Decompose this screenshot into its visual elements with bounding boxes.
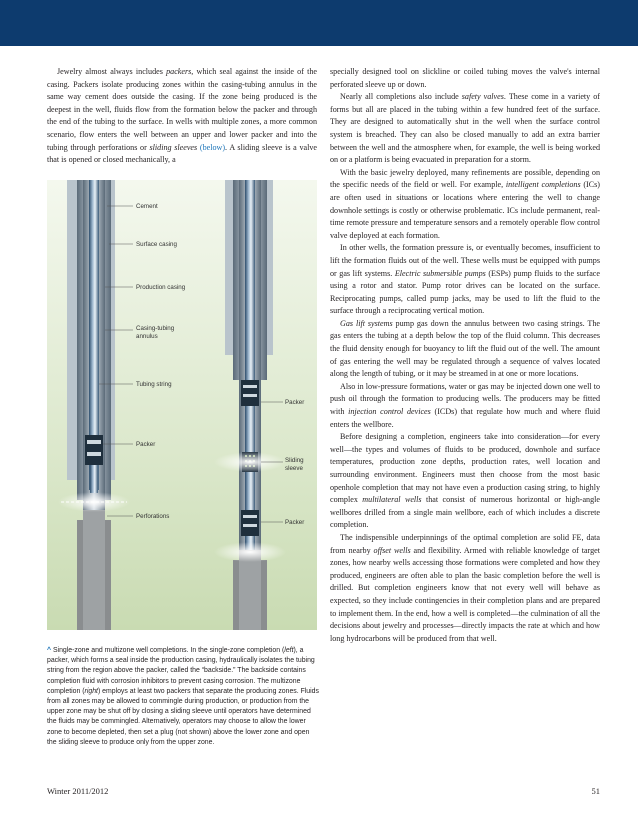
page-number: 51 [591,786,600,796]
right-paragraph-8: The indispensible underpinnings of the optimal completion are solid FE, data from nearby offset wells and flexibility. Armed with reliable knowledge of target zones, how nearby wells accessing those formations were completed and how they produced, engineers are often able to plan the basic completion before the well is drilled. But completion engineers know that not every well will behave as expected, so they include contingencies in their completion plans and are prepared to implement them. In the end, how a well is completed—the culmination of all the decisions about jewelry and processes—directly impacts the rate at which and how long hydrocarbons will be produced from that well. [330,532,600,643]
label-cement: Cement [136,203,158,210]
label-tubing-string: Tubing string [136,381,172,388]
left-column [47,66,317,167]
right-paragraph-7: Before designing a completion, engineers take into consideration—for every well—the types and volumes of fluids to be produced, downhole and surface temperatures, production zone depths, production rates, well location and surrounding environment. Engineers must then choose from the most basic openhole completion that may not have even a production casing string, to highly complex multilateral wells that consist of numerous horizontal or high-angle wellbores drilled from a single main wellbore, each of which includes a discrete completion. [330,432,600,530]
right-column [330,66,600,645]
label-sliding-line-2: sleeve [285,465,303,472]
label-sliding-line-1: Sliding [285,457,304,464]
well-completion-figure [47,180,317,630]
right-paragraph-4: In other wells, the formation pressure is, or eventually becomes, insufficient to lift the formation fluids out of the well. These wells must be equipped with pumps or gas lift systems. Electric submersible pumps (ESPs) pump fluids to the surface using a rotor and stator. Pump rotor drives can be located on the surface. Reciprocating pumps, called pump jacks, may be used to lift the fluid to the surface through a reciprocating vertical motion. [330,243,600,316]
label-packer-left: Packer [136,441,156,448]
footer-issue: Winter 2011/2012 [47,786,109,796]
packer-upper [241,380,259,406]
packer-left [85,435,103,465]
right-paragraph-1: specially designed tool on slickline or coiled tubing moves the valve's internal perforated sleeve up or down. [330,67,600,89]
left-paragraph-1: Jewelry almost always includes packers, which seal against the inside of the casing. Packers isolate producing zones within the casing-tubing annulus in the same way cement does outside the casing. If the zone being produced is the deepest in the well, fluids flow from the formation below the packer and through the end of the tubing to the surface. In wells with multiple zones, a more common scenario, flow enters the well between an upper and lower packer and into the tubing through perforations or sliding sleeves (below). A sliding sleeve is a valve that is opened or closed mechanically, a [47,67,318,165]
label-annulus-line-2: annulus [136,333,158,340]
label-perforations: Perforations [136,513,170,520]
label-production-casing: Production casing [136,284,186,291]
right-paragraph-3: With the basic jewelry deployed, many refinements are possible, depending on the specific needs of the field or well. For example, intelligent completions (ICs) are often used in situations or locations where entering the well to change downhole settings is costly or otherwise problematic. ICs include permanent, real-time remote pressure and temperature sensors and a remotely operable flow control valve deployed at each formation. [330,167,600,240]
label-packer-lower: Packer [285,519,305,526]
packer-lower [241,510,259,536]
right-paragraph-6: Also in low-pressure formations, water or gas may be injected down one well to push oil through the formation to producing wells. The producers may be fitted with injection control devices (ICDs) that regulate how much and where fluid enters the wellbore. [330,381,600,429]
figure-reference-link[interactable]: (below) [199,142,226,152]
well-completion-diagram [47,180,317,630]
label-annulus-line-1: Casing-tubing [136,325,175,332]
right-paragraph-2: Nearly all completions also include safety valves. These come in a variety of forms but all are placed in the tubing within a few hundred feet of the surface. They are designed to automatically shut in the well when the surface control system is breached. They can also be closed manually to add an extra barrier between the well and the atmosphere when, for example, the well is being worked on or a platform is being evacuated in preparation for a storm. [330,92,600,165]
label-packer-upper: Packer [285,399,305,406]
figure-caption: ^ Single-zone and multizone well completions. In the single-zone completion (left), a packer, which forms a seal inside the production casing, hydraulically isolates the tubing string from the region above the packer, called the “backside.” The backside contains completion fluid with corrosion inhibitors to prevent casing corrosion. The multizone completion (right) employs at least two packers that separate the producing zones. Fluids from all zones may be allowed to commingle during production, or production from the upper zone may be shut off by closing a sliding sleeve until operators have determined the fluids may be commingled. Alternatively, operators may choose to allow the lower zone to become depleted, then set a plug (not shown) above the lower zone and open the sliding sleeve to produce only from the upper zone. [47,647,319,746]
right-paragraph-5: Gas lift systems pump gas down the annulus between two casing strings. The gas enters the tubing at a depth below the top of the fluid column. This decreases the fluid density enough for buoyancy to lift the fluid out of the well. The amount of gas entering the well may be regulated through a sequence of valves located along the length of tubing, or it may be streamed in at one or more locations. [330,318,601,379]
perforations-lower [214,542,286,562]
header-bar [0,0,638,46]
label-surface-casing: Surface casing [136,241,177,248]
casing-bottom [83,510,105,630]
tubing-string-right [245,180,255,550]
caption-caret-icon: ^ [47,647,52,654]
